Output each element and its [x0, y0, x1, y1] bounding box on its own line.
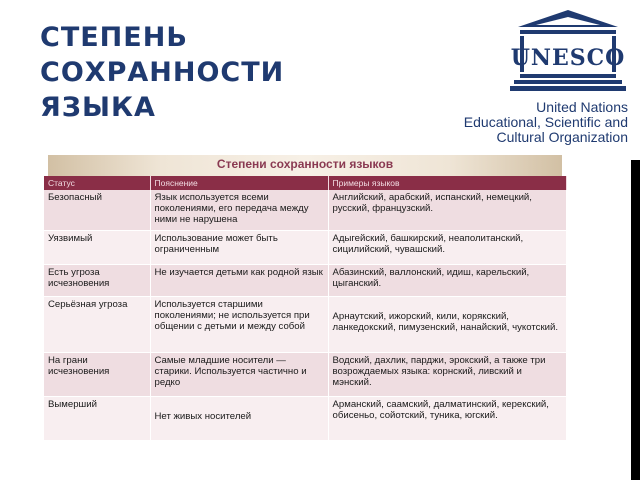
- cell-examples: Абазинский, валлонский, идиш, карельский, цыганский.: [328, 264, 566, 296]
- cell-explanation: Не изучается детьми как родной язык: [150, 264, 328, 296]
- table-caption: Степени сохранности языков: [216, 157, 394, 171]
- table-row: [44, 190, 566, 230]
- header-examples: Примеры языков: [328, 176, 566, 190]
- cell-status: Серьёзная угроза: [44, 296, 150, 352]
- org-line-3: Cultural Organization: [496, 129, 628, 145]
- language-status-figure: [40, 155, 570, 455]
- cell-examples: Адыгейский, башкирский, неаполитанский, сицилийский, чувашский.: [328, 230, 566, 264]
- cell-explanation: Самые младшие носители — старики. Используется частично и редко: [150, 352, 328, 396]
- table-caption-bar: [48, 155, 562, 177]
- cell-status: Безопасный: [44, 190, 150, 230]
- slide-title: [40, 20, 340, 125]
- header-status: Статус: [44, 176, 150, 190]
- table-row: [44, 264, 566, 296]
- table-row: [44, 230, 566, 264]
- unesco-temple-logo: [510, 8, 626, 100]
- language-status-table: [44, 176, 567, 441]
- logo-wordmark: UNESCO: [510, 45, 626, 71]
- table-row: [44, 296, 566, 352]
- organization-name: [418, 100, 628, 145]
- org-line-2: Educational, Scientific and: [463, 114, 628, 130]
- cell-status: На грани исчезновения: [44, 352, 150, 396]
- cell-examples: Арманский, саамский, далматинский, керекский, обисеньо, сойотский, туника, югский.: [328, 396, 566, 440]
- table-row: [44, 352, 566, 396]
- cell-status: Вымерший: [44, 396, 150, 440]
- title-line-2: СОХРАННОСТИ: [40, 57, 285, 88]
- cell-explanation: Язык используется всеми поколениями, его передача между ними не нарушена: [150, 190, 328, 230]
- cell-explanation: Использование может быть ограниченным: [150, 230, 328, 264]
- header-explanation: Пояснение: [150, 176, 328, 190]
- table-row: [44, 396, 566, 440]
- cell-examples: Английский, арабский, испанский, немецкий, русский, французский.: [328, 190, 566, 230]
- right-edge-bar: [631, 160, 640, 480]
- cell-examples: Водский, дахлик, парджи, эрокский, а также три возрождаемых языка: корнский, ливский и мэнский.: [328, 352, 566, 396]
- cell-explanation: Нет живых носителей: [150, 396, 328, 440]
- title-line-3: ЯЗЫКА: [40, 92, 156, 123]
- table-header-row: [44, 176, 566, 190]
- cell-status: Есть угроза исчезновения: [44, 264, 150, 296]
- cell-examples: Арнаутский, ижорский, кили, корякский, ланкедокский, пимузенский, нанайский, чукотский.: [328, 296, 566, 352]
- cell-status: Уязвимый: [44, 230, 150, 264]
- cell-explanation: Используется старшими поколениями; не используется при общении с детьми и между собой: [150, 296, 328, 352]
- title-line-1: СТЕПЕНЬ: [40, 22, 188, 53]
- org-line-1: United Nations: [536, 99, 628, 115]
